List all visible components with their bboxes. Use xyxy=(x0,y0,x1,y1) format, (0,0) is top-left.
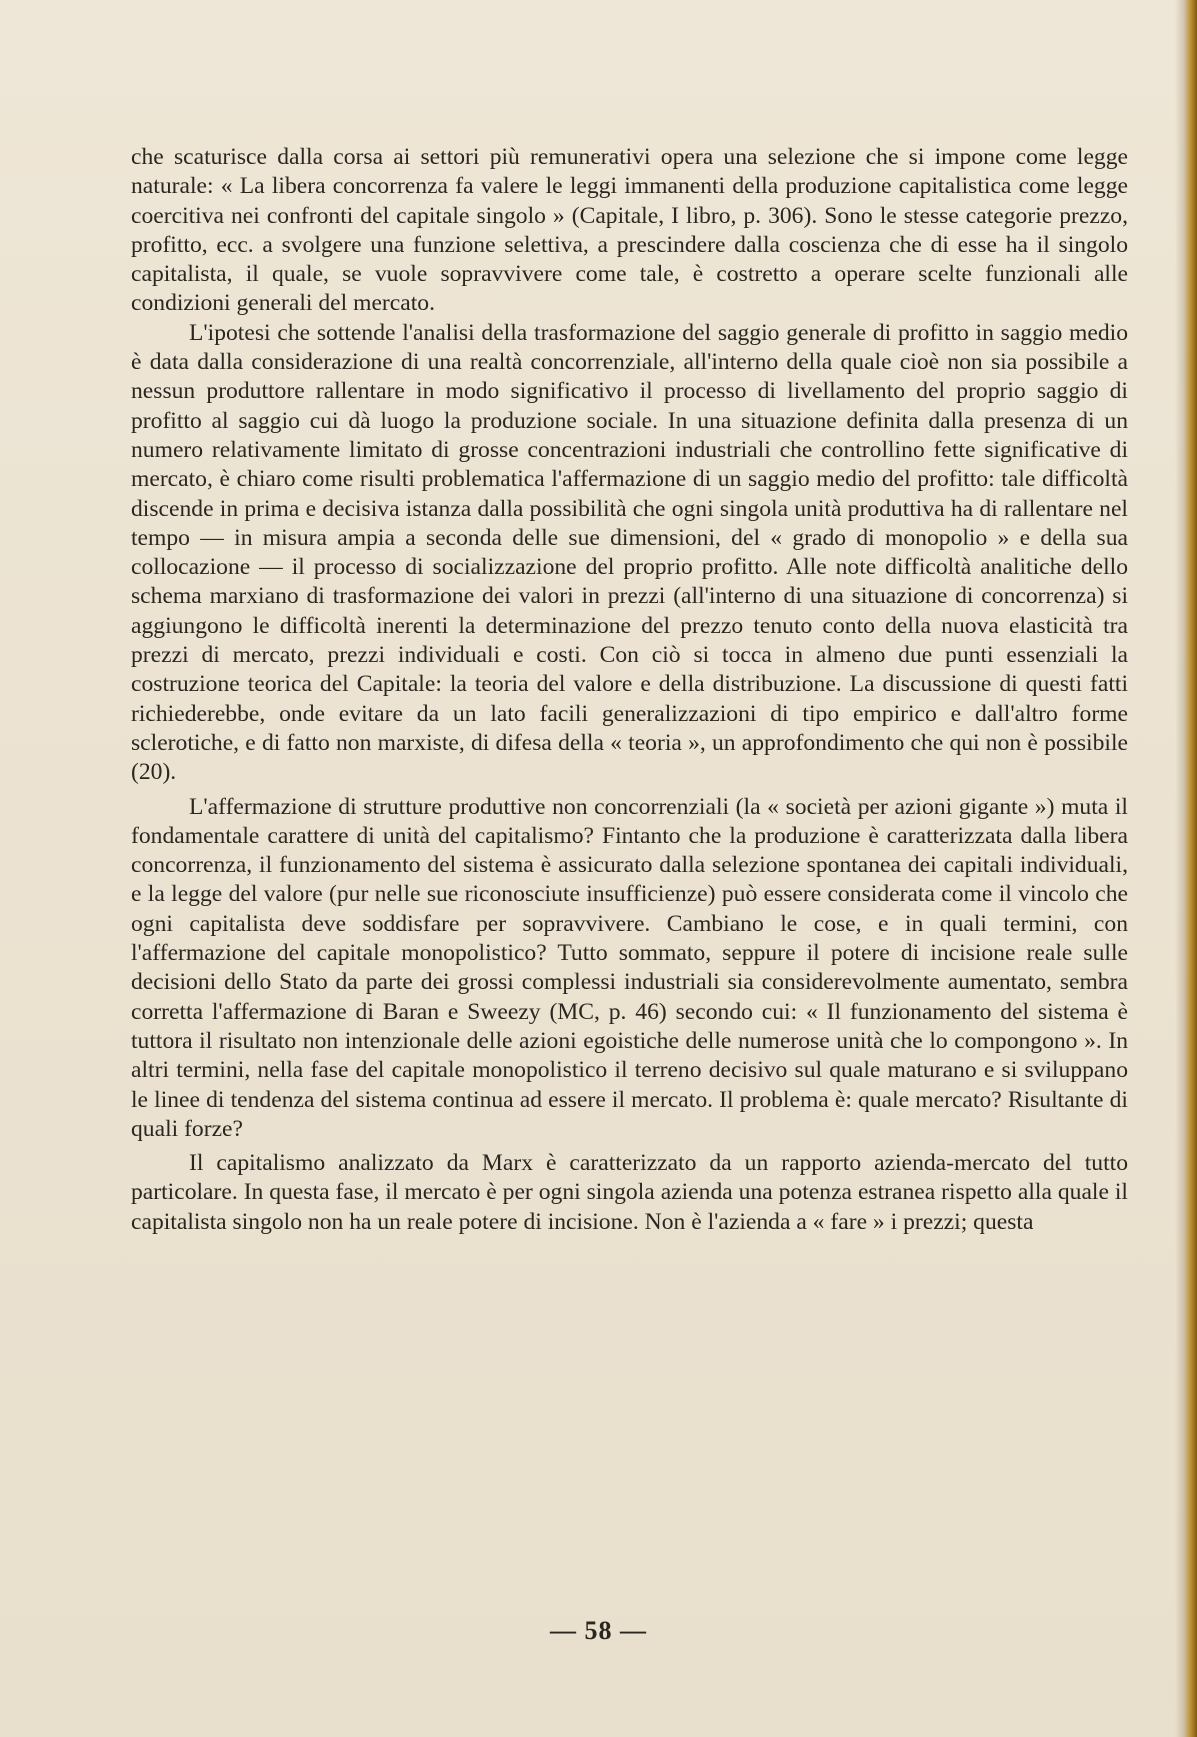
paragraph-2: L'ipotesi che sottende l'analisi della trasformazione del saggio generale di profitto in saggio medio è data dalla considerazione di una realtà concorrenziale, all'interno della quale cioè non sia possibile a nessun produttore rallentare in modo significativo il processo di livellamento del proprio saggio di profitto al saggio cui dà luogo la produzione sociale. In una situazione definita dalla presenza di un numero relativamente limitato di grosse concentrazioni industriali che controllino fette significative di mercato, è chiaro come risulti problematica l'affermazione di un saggio medio del profitto: tale difficoltà discende in prima e decisiva istanza dalla possibilità che ogni singola unità produttiva ha di rallentare nel tempo — in misura ampia a seconda delle sue dimensioni, del « grado di monopolio » e della sua collocazione — il processo di socializzazione del proprio profitto. Alle note difficoltà analitiche dello schema marxiano di trasformazione dei valori in prezzi (all'interno di una situazione di concorrenza) si aggiungono le difficoltà inerenti la determinazione del prezzo tenuto conto della nuova elasticità tra prezzi di mercato, prezzi individuali e costi. Con ciò si tocca in almeno due punti essenziali la costruzione teorica del Capitale: la teoria del valore e della distribuzione. La discussione di questi fatti richiederebbe, onde evitare da un lato facili generalizzazioni di tipo empirico e dall'altro forme sclerotiche, e di fatto non marxiste, di difesa della « teoria », un approfondimento che qui non è possibile (20). xyxy=(131,319,1128,786)
paragraph-3: L'affermazione di strutture produttive non concorrenziali (la « società per azioni gigante ») muta il fondamentale carattere di unità del capitalismo? Fintanto che la produzione è caratterizzata dalla libera concorrenza, il funzionamento del sistema è assicurato dalla selezione spontanea dei capitali individuali, e la legge del valore (pur nelle sue riconosciute insufficienze) può essere considerata come il vincolo che ogni capitalista deve soddisfare per sopravvivere. Cambiano le cose, e in quali termini, con l'affermazione del capitale monopolistico? Tutto sommato, seppure il potere di incisione reale sulle decisioni dello Stato da parte dei grossi complessi industriali sia considerevolmente aumentato, sembra corretta l'affermazione di Baran e Sweezy (MC, p. 46) secondo cui: « Il funzionamento del sistema è tuttora il risultato non intenzionale delle azioni egoistiche delle numerose unità che lo compongono ». In altri termini, nella fase del capitale monopolistico il terreno decisivo sul quale maturano e si sviluppano le linee di tendenza del sistema continua ad essere il mercato. Il problema è: quale mercato? Risultante di quali forze? xyxy=(131,793,1128,1142)
body-text xyxy=(131,143,1128,1237)
paragraph-4: Il capitalismo analizzato da Marx è caratterizzato da un rapporto azienda-mercato del tutto particolare. In questa fase, il mercato è per ogni singola azienda una potenza estranea rispetto alla quale il capitalista singolo non ha un reale potere di incisione. Non è l'azienda a « fare » i prezzi; questa xyxy=(131,1150,1128,1235)
page-edge-shadow xyxy=(1175,0,1197,1737)
page-number: — 58 — xyxy=(550,1616,647,1645)
paragraph-1: che scaturisce dalla corsa ai settori più remunerativi opera una selezione che si impone come legge naturale: « La libera concorrenza fa valere le leggi immanenti della produzione capitalistica come legge coercitiva nei confronti del capitale singolo » (Capitale, I libro, p. 306). Sono le stesse categorie prezzo, profitto, ecc. a svolgere una funzione selettiva, a prescindere dalla coscienza che di esse ha il singolo capitalista, il quale, se vuole sopravvivere come tale, è costretto a operare scelte funzionali alle condizioni generali del mercato. xyxy=(131,144,1128,317)
